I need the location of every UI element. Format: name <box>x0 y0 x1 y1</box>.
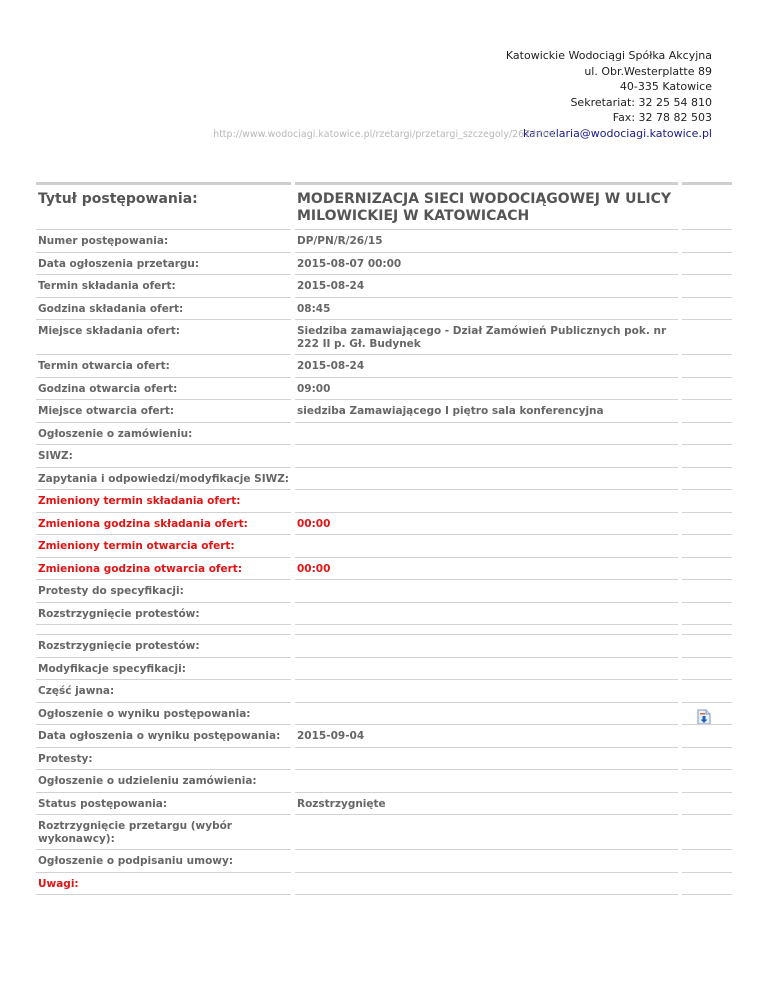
submit-place-label: Miejsce składania ofert: <box>38 325 180 337</box>
download-document-icon[interactable] <box>697 709 711 725</box>
announce-date-label: Data ogłoszenia przetargu: <box>38 257 200 270</box>
submit-time-label: Godzina składania ofert: <box>38 302 184 315</box>
changed-open-date-label: Zmieniony termin otwarcia ofert: <box>38 540 235 552</box>
number-value: DP/PN/R/26/15 <box>297 235 383 247</box>
open-date-label: Termin otwarcia ofert: <box>38 360 170 372</box>
row-open-time <box>36 377 732 400</box>
questions-label: Zapytania i odpowiedzi/modyfikacje SIWZ: <box>38 472 290 485</box>
announce-date-value: 2015-08-07 00:00 <box>297 257 402 270</box>
changed-open-time-value: 00:00 <box>297 562 331 575</box>
row-title <box>36 182 732 229</box>
public-part-label: Część jawna: <box>38 685 115 697</box>
contract-notice-label: Ogłoszenie o podpisaniu umowy: <box>38 855 234 867</box>
status-value: Rozstrzygnięte <box>297 797 386 810</box>
changed-submit-time-label: Zmieniona godzina składania ofert: <box>38 517 248 530</box>
notice-label: Ogłoszenie o zamówieniu: <box>38 427 193 440</box>
row-submit-date <box>36 274 732 297</box>
row-protests <box>36 747 732 770</box>
number-label: Numer postępowania: <box>38 235 169 247</box>
award-notice-label: Ogłoszenie o udzieleniu zamówienia: <box>38 775 257 787</box>
changed-submit-date-label: Zmieniony termin składania ofert: <box>38 495 241 507</box>
status-label: Status postępowania: <box>38 797 168 810</box>
row-changed-open-time <box>36 557 732 580</box>
open-time-value: 09:00 <box>297 382 331 395</box>
title-value: MODERNIZACJA SIECI WODOCIĄGOWEJ W ULICY MILOWICKIEJ W KATOWICACH <box>297 191 672 224</box>
row-spec-modifications <box>36 657 732 680</box>
row-notice <box>36 422 732 445</box>
open-time-label: Godzina otwarcia ofert: <box>38 382 178 395</box>
spec-protests-label: Protesty do specyfikacji: <box>38 585 184 597</box>
submit-date-label: Termin składania ofert: <box>38 280 176 292</box>
open-date-value: 2015-08-24 <box>297 360 365 372</box>
row-open-date <box>36 354 732 377</box>
row-result-date <box>36 724 732 747</box>
tender-details-table <box>36 182 732 895</box>
result-date-value: 2015-09-04 <box>297 730 365 742</box>
contractor-selection-label: Roztrzygnięcie przetargu (wybór wykonawcy): <box>38 820 232 845</box>
row-changed-open-date <box>36 534 732 557</box>
protest-resolution-label: Rozstrzygnięcie protestów: <box>38 607 200 620</box>
row-contractor-selection <box>36 814 732 849</box>
page-url: http://www.wodociagi.katowice.pl/rzetargi/przetargi_szczegoly/267.html <box>213 129 555 140</box>
submit-place-value: Siedziba zamawiającego - Dział Zamówień Publicznych pok. nr 222 II p. Gł. Budynek <box>297 325 667 350</box>
title-label: Tytuł postępowania: <box>38 191 198 207</box>
row-submit-place <box>36 319 732 354</box>
row-open-place <box>36 399 732 422</box>
open-place-value: siedziba Zamawiającego I piętro sala konferencyjna <box>297 405 604 417</box>
result-date-label: Data ogłoszenia o wyniku postępowania: <box>38 730 281 742</box>
protest-resolution-2-label: Rozstrzygnięcie protestów: <box>38 640 200 652</box>
row-submit-time <box>36 297 732 320</box>
changed-open-time-label: Zmieniona godzina otwarcia ofert: <box>38 562 243 575</box>
row-empty <box>36 624 732 634</box>
row-questions <box>36 467 732 490</box>
company-fax: Fax: 32 78 82 503 <box>612 111 712 124</box>
open-place-label: Miejsce otwarcia ofert: <box>38 405 175 417</box>
row-result-notice <box>36 702 732 725</box>
row-changed-submit-date <box>36 489 732 512</box>
row-protest-resolution <box>36 602 732 625</box>
changed-submit-time-value: 00:00 <box>297 517 331 530</box>
row-public-part <box>36 679 732 702</box>
row-number <box>36 229 732 252</box>
remarks-label: Uwagi: <box>38 877 79 890</box>
company-email-link[interactable]: kancelaria@wodociagi.katowice.pl <box>522 126 712 140</box>
row-spec-protests <box>36 579 732 602</box>
row-announce-date <box>36 252 732 275</box>
row-remarks <box>36 872 732 896</box>
submit-date-value: 2015-08-24 <box>297 280 365 292</box>
row-siwz <box>36 444 732 467</box>
row-changed-submit-time <box>36 512 732 535</box>
company-header <box>506 48 712 141</box>
company-name: Katowickie Wodociągi Spółka Akcyjna <box>505 49 712 62</box>
company-city: 40-335 Katowice <box>619 80 712 93</box>
row-protest-resolution-2 <box>36 634 732 657</box>
siwz-label: SIWZ: <box>38 450 73 462</box>
spec-modifications-label: Modyfikacje specyfikacji: <box>38 662 186 675</box>
row-contract-notice <box>36 849 732 872</box>
result-notice-label: Ogłoszenie o wyniku postępowania: <box>38 707 251 720</box>
company-phone: Sekretariat: 32 25 54 810 <box>570 95 712 109</box>
row-status <box>36 792 732 815</box>
protests-label: Protesty: <box>38 752 93 765</box>
company-street: ul. Obr.Westerplatte 89 <box>584 64 712 78</box>
row-award-notice <box>36 769 732 792</box>
submit-time-value: 08:45 <box>297 302 331 315</box>
